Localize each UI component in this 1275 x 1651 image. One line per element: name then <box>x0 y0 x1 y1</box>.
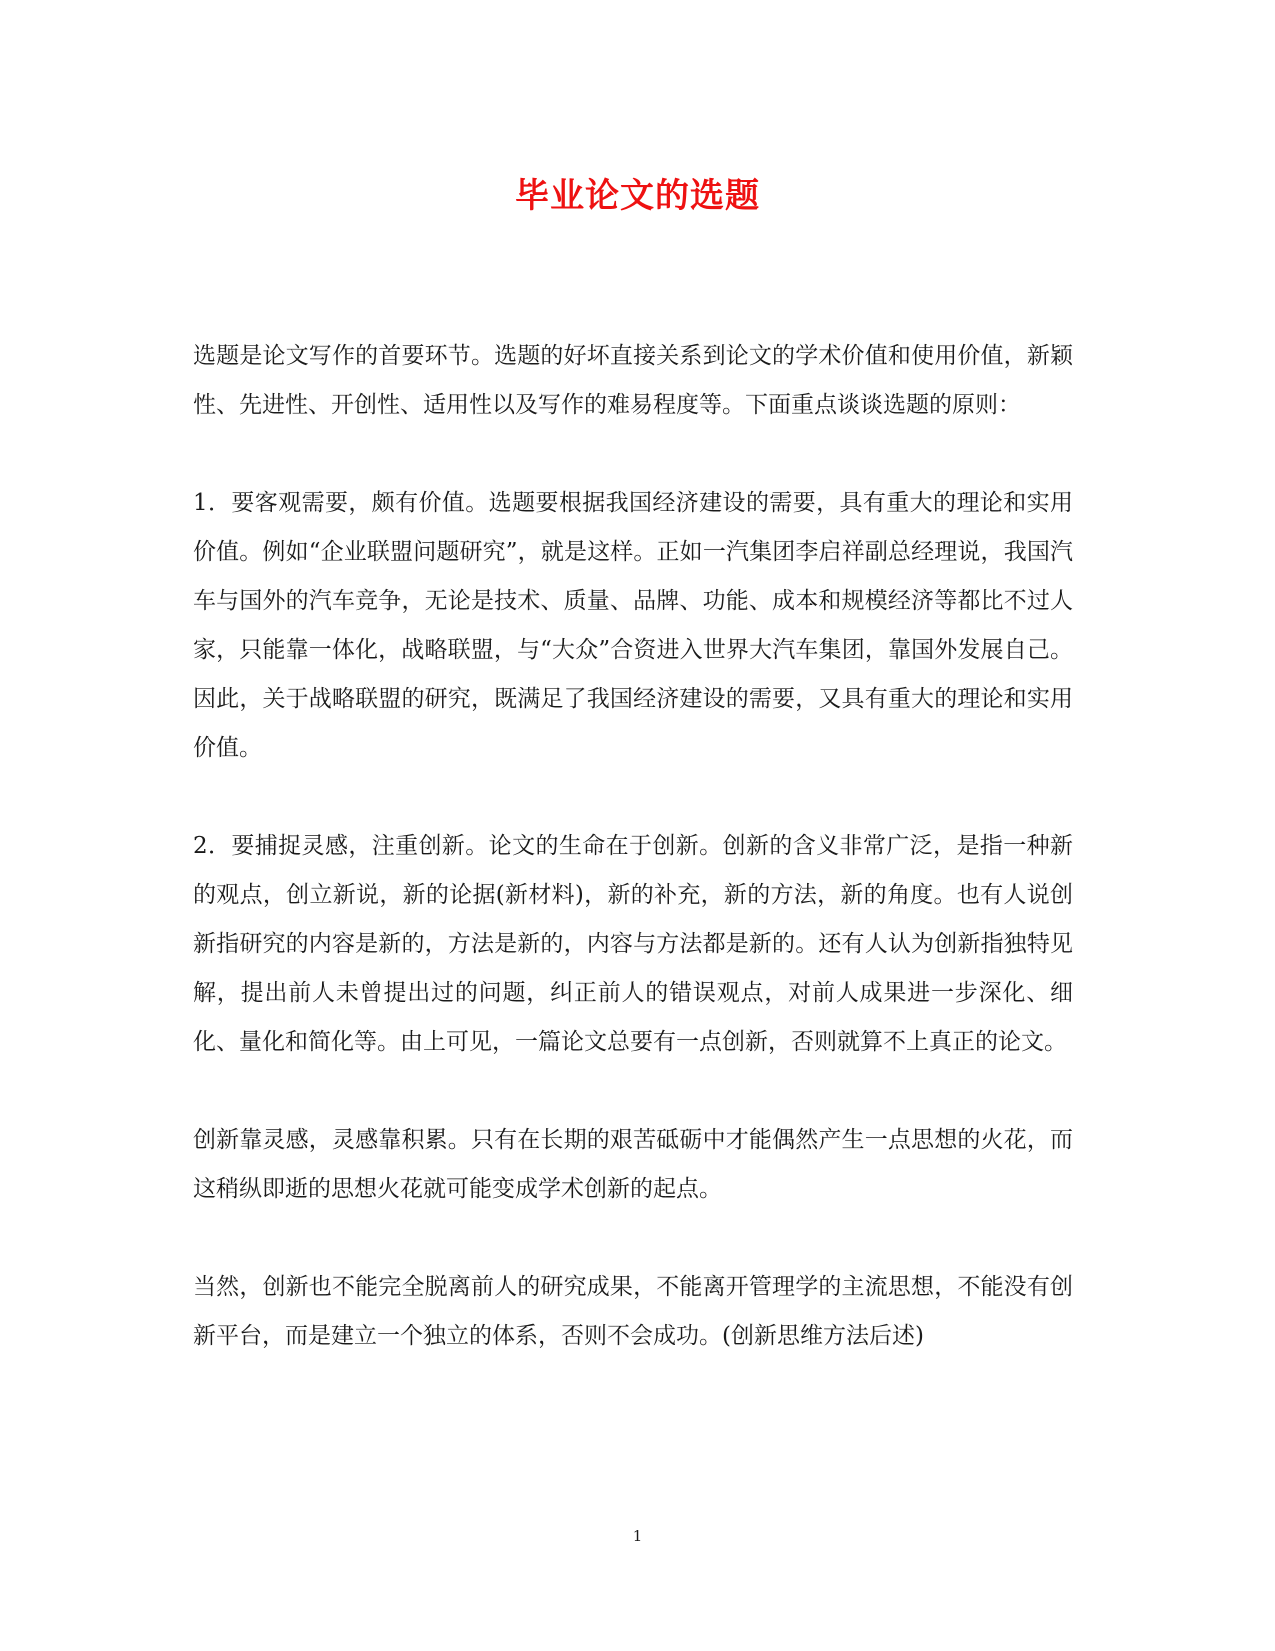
paragraph-principle-1: 1．要客观需要，颇有价值。选题要根据我国经济建设的需要，具有重大的理论和实用价值。例如“企业联盟问题研究”，就是这样。正如一汽集团李启祥副总经理说，我国汽车与国外的汽车竞争，无论是技术、质量、品牌、功能、成本和规模经济等都比不过人家，只能靠一体化，战略联盟，与“大众”合资进入世界大汽车集团，靠国外发展自己。因此，关于战略联盟的研究，既满足了我国经济建设的需要，又具有重大的理论和实用价值。 <box>193 490 1073 761</box>
paragraph-innovation-note: 当然，创新也不能完全脱离前人的研究成果，不能离开管理学的主流思想，不能没有创新平台，而是建立一个独立的体系，否则不会成功。(创新思维方法后述) <box>193 1274 1073 1349</box>
document-body <box>193 332 1073 1361</box>
paragraph-intro: 选题是论文写作的首要环节。选题的好坏直接关系到论文的学术价值和使用价值，新颖性、先进性、开创性、适用性以及写作的难易程度等。下面重点谈谈选题的原则： <box>193 343 1073 418</box>
paragraph-principle-2: 2．要捕捉灵感，注重创新。论文的生命在于创新。创新的含义非常广泛，是指一种新的观点，创立新说，新的论据(新材料)，新的补充，新的方法，新的角度。也有人说创新指研究的内容是新的，方法是新的，内容与方法都是新的。还有人认为创新指独特见解，提出前人未曾提出过的问题，纠正前人的错误观点，对前人成果进一步深化、细化、量化和简化等。由上可见，一篇论文总要有一点创新，否则就算不上真正的论文。 <box>193 833 1073 1055</box>
page-number: 1 <box>632 1527 643 1545</box>
document-title: 毕业论文的选题 <box>515 176 760 216</box>
paragraph-inspiration: 创新靠灵感，灵感靠积累。只有在长期的艰苦砥砺中才能偶然产生一点思想的火花，而这稍纵即逝的思想火花就可能变成学术创新的起点。 <box>193 1127 1073 1202</box>
